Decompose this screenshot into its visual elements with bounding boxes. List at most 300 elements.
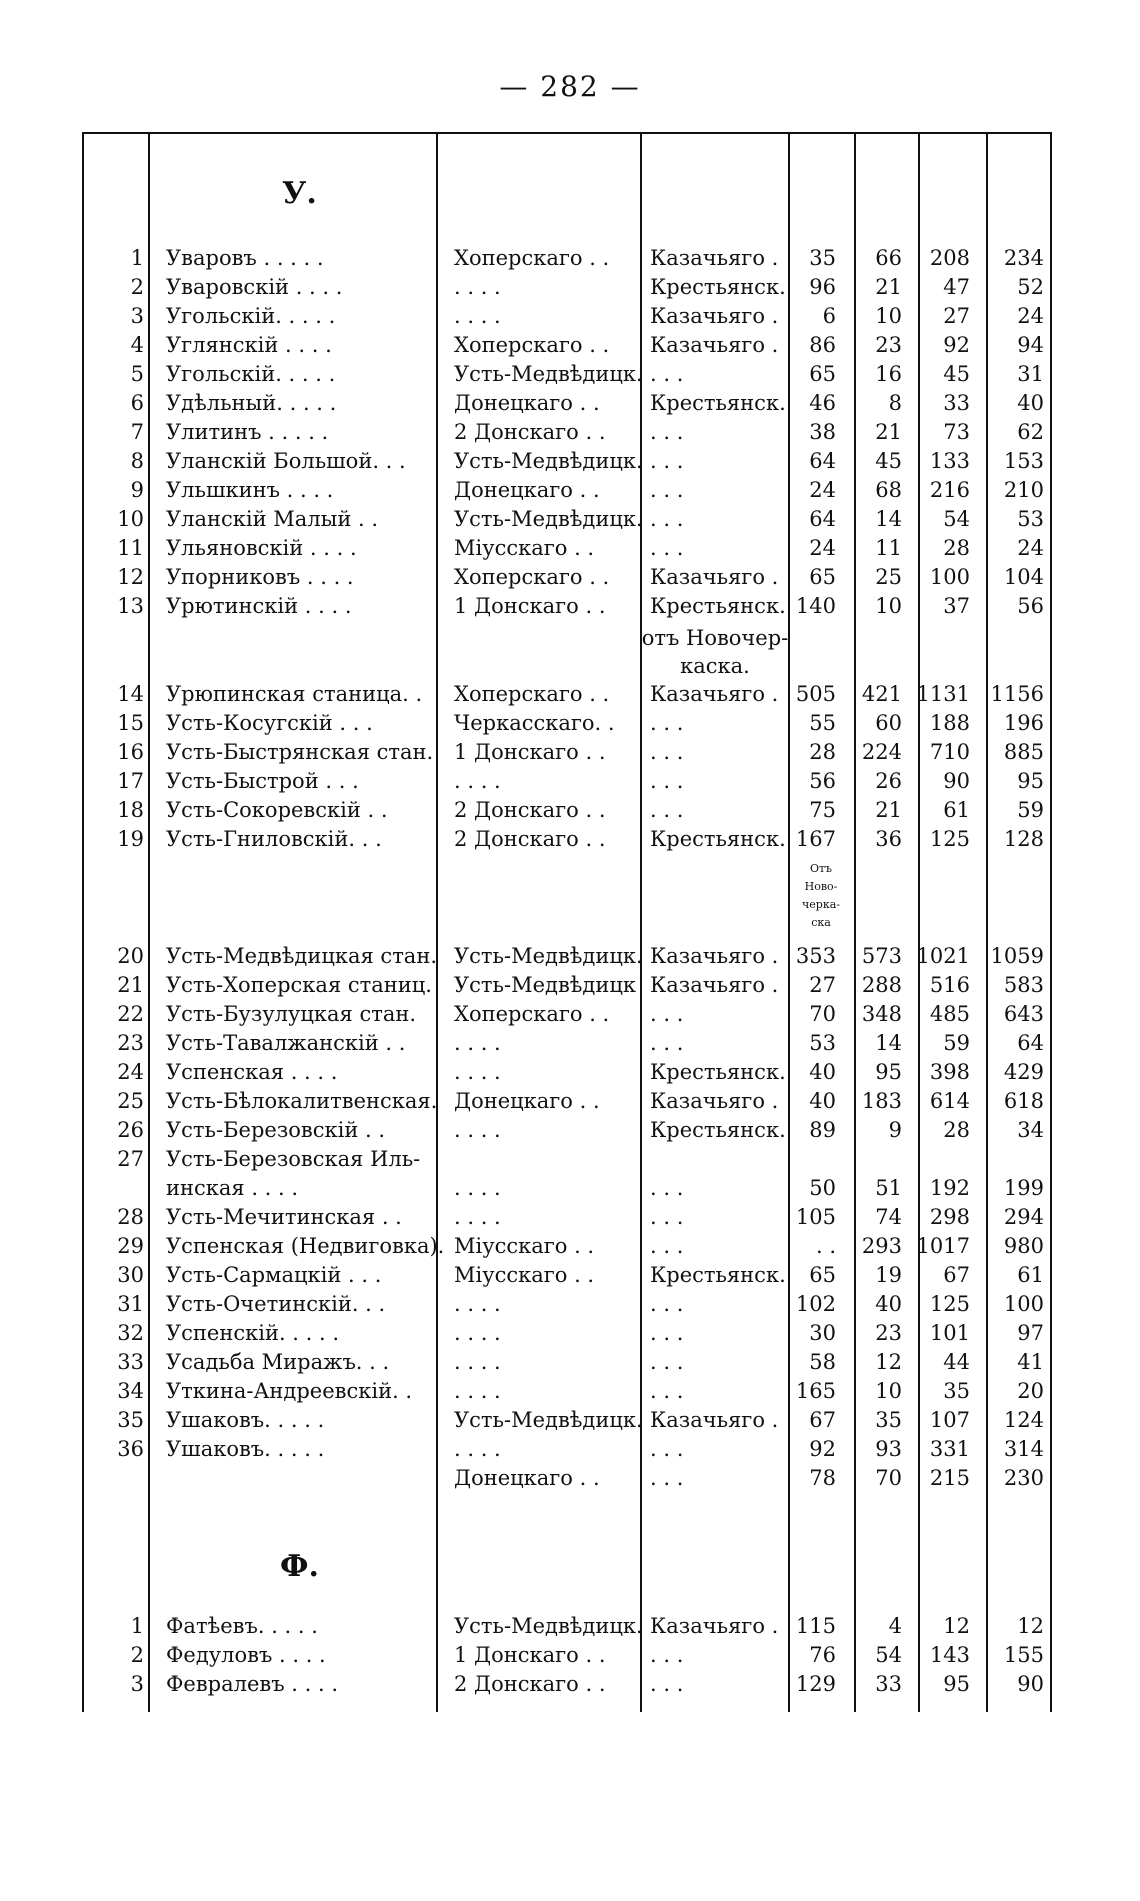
- table-row: [82, 1174, 1052, 1203]
- table-row: [82, 942, 1052, 971]
- table-row: [82, 738, 1052, 767]
- settlement-type-cell: . . .: [650, 769, 684, 793]
- place-name-cell: Ушаковъ. . . . .: [166, 1437, 325, 1461]
- okrug-cell: Хоперскаго . .: [454, 682, 610, 706]
- households-cell: 33: [875, 1672, 902, 1696]
- place-name-cell: Углянскій . . . .: [166, 333, 332, 357]
- settlement-type-cell: Крестьянск.: [650, 827, 786, 851]
- households-cell: 93: [875, 1437, 902, 1461]
- male-count-cell: 90: [943, 769, 970, 793]
- row-number-cell: 34: [117, 1379, 144, 1403]
- male-count-cell: 47: [943, 275, 970, 299]
- female-count-cell: 24: [1017, 536, 1044, 560]
- row-number-cell: 31: [117, 1292, 144, 1316]
- table-row: [82, 360, 1052, 389]
- place-name-cell: Уткина-Андреевскій. .: [166, 1379, 413, 1403]
- place-name-cell: Усть-Мечитинская . .: [166, 1205, 402, 1229]
- distance-cell: 505: [795, 682, 836, 706]
- table-row: [82, 1641, 1052, 1670]
- row-number-cell: 9: [130, 478, 144, 502]
- distance-cell: 165: [795, 1379, 836, 1403]
- place-name-cell: Усть-Сармацкій . . .: [166, 1263, 382, 1287]
- okrug-cell: Усть-Медвѣдицк.: [454, 1408, 643, 1432]
- female-count-cell: 62: [1017, 420, 1044, 444]
- male-count-cell: 188: [929, 711, 970, 735]
- place-name-cell: Угольскій. . . . .: [166, 304, 336, 328]
- female-count-cell: 59: [1017, 798, 1044, 822]
- households-cell: 45: [875, 449, 902, 473]
- okrug-cell: . . . .: [454, 769, 501, 793]
- row-number-cell: 17: [117, 769, 144, 793]
- female-count-cell: 234: [1003, 246, 1044, 270]
- settlement-type-cell: . . .: [650, 420, 684, 444]
- distance-cell: 115: [795, 1614, 836, 1638]
- place-name-cell: Усть-Медвѣдицкая стан.: [166, 944, 438, 968]
- settlement-type-cell: Казачьяго .: [650, 1408, 779, 1432]
- okrug-cell: Донецкаго . .: [454, 1466, 600, 1490]
- row-number-cell: 5: [130, 362, 144, 386]
- female-count-cell: 104: [1003, 565, 1044, 589]
- households-cell: 183: [861, 1089, 902, 1113]
- distance-cell: 55: [809, 711, 836, 735]
- male-count-cell: 73: [943, 420, 970, 444]
- place-name-cell: Упорниковъ . . . .: [166, 565, 354, 589]
- households-cell: 21: [875, 798, 902, 822]
- okrug-cell: Донецкаго . .: [454, 478, 600, 502]
- male-count-cell: 398: [929, 1060, 970, 1084]
- households-cell: 10: [875, 304, 902, 328]
- distance-cell: 28: [809, 740, 836, 764]
- table-row: [82, 302, 1052, 331]
- female-count-cell: 95: [1017, 769, 1044, 793]
- row-number-cell: 22: [117, 1002, 144, 1026]
- table-row: [82, 1087, 1052, 1116]
- female-count-cell: 100: [1003, 1292, 1044, 1316]
- male-count-cell: 54: [943, 507, 970, 531]
- okrug-cell: . . . .: [454, 1292, 501, 1316]
- okrug-cell: . . . .: [454, 304, 501, 328]
- settlement-type-cell: Крестьянск.: [650, 1263, 786, 1287]
- households-cell: 36: [875, 827, 902, 851]
- households-cell: 19: [875, 1263, 902, 1287]
- male-count-cell: 1017: [916, 1234, 970, 1258]
- female-count-cell: 196: [1003, 711, 1044, 735]
- settlement-type-cell: . . .: [650, 1176, 684, 1200]
- section-letter-u: У.: [282, 176, 317, 211]
- okrug-cell: Міусскаго . .: [454, 1234, 595, 1258]
- place-name-cell: Урютинскій . . . .: [166, 594, 352, 618]
- okrug-cell: Усть-Медвѣдицк.: [454, 449, 643, 473]
- distance-cell: . .: [815, 1234, 836, 1258]
- okrug-cell: Усть-Медвѣдицк.: [454, 944, 643, 968]
- table-row: [82, 1348, 1052, 1377]
- male-count-cell: 44: [943, 1350, 970, 1374]
- settlement-type-cell: Крестьянск.: [650, 1118, 786, 1142]
- place-name-cell: инская . . . .: [166, 1176, 299, 1200]
- households-cell: 573: [861, 944, 902, 968]
- households-cell: 21: [875, 275, 902, 299]
- row-number-cell: 27: [117, 1147, 144, 1171]
- male-count-cell: 216: [929, 478, 970, 502]
- page-number: — 282 —: [499, 70, 641, 103]
- settlement-type-cell: Казачьяго .: [650, 304, 779, 328]
- distance-cell: 64: [809, 507, 836, 531]
- okrug-cell: . . . .: [454, 1118, 501, 1142]
- female-count-cell: 294: [1003, 1205, 1044, 1229]
- small-note-line3: черка-: [802, 898, 840, 911]
- row-number-cell: 25: [117, 1089, 144, 1113]
- male-count-cell: 27: [943, 304, 970, 328]
- distance-cell: 27: [809, 973, 836, 997]
- male-count-cell: 95: [943, 1672, 970, 1696]
- table-row: [82, 709, 1052, 738]
- male-count-cell: 28: [943, 536, 970, 560]
- households-cell: 66: [875, 246, 902, 270]
- settlement-type-cell: Казачьяго .: [650, 333, 779, 357]
- okrug-cell: 1 Донскаго . .: [454, 740, 606, 764]
- settlement-type-cell: Казачьяго .: [650, 246, 779, 270]
- table-row: [82, 1000, 1052, 1029]
- table-row: [82, 592, 1052, 621]
- distance-note-line1: отъ Новочер-: [641, 626, 789, 650]
- female-count-cell: 980: [1003, 1234, 1044, 1258]
- male-count-cell: 59: [943, 1031, 970, 1055]
- female-count-cell: 31: [1017, 362, 1044, 386]
- female-count-cell: 24: [1017, 304, 1044, 328]
- households-cell: 224: [861, 740, 902, 764]
- households-cell: 70: [875, 1466, 902, 1490]
- distance-cell: 70: [809, 1002, 836, 1026]
- distance-cell: 96: [809, 275, 836, 299]
- table-row: [82, 1290, 1052, 1319]
- settlement-type-cell: . . .: [650, 740, 684, 764]
- settlement-type-cell: . . .: [650, 1321, 684, 1345]
- okrug-cell: Хоперскаго . .: [454, 246, 610, 270]
- okrug-cell: 1 Донскаго . .: [454, 594, 606, 618]
- male-count-cell: 100: [929, 565, 970, 589]
- row-number-cell: 3: [130, 304, 144, 328]
- okrug-cell: . . . .: [454, 1176, 501, 1200]
- table-row: [82, 505, 1052, 534]
- female-count-cell: 61: [1017, 1263, 1044, 1287]
- households-cell: 11: [875, 536, 902, 560]
- row-number-cell: 36: [117, 1437, 144, 1461]
- okrug-cell: Міусскаго . .: [454, 536, 595, 560]
- households-cell: 348: [861, 1002, 902, 1026]
- settlement-type-cell: . . .: [650, 507, 684, 531]
- row-number-cell: 32: [117, 1321, 144, 1345]
- small-note-line1: Отъ: [809, 862, 833, 875]
- row-number-cell: 10: [117, 507, 144, 531]
- households-cell: 16: [875, 362, 902, 386]
- distance-cell: 65: [809, 1263, 836, 1287]
- place-name-cell: Успенская (Недвиговка).: [166, 1234, 445, 1258]
- households-cell: 23: [875, 1321, 902, 1345]
- households-cell: 10: [875, 1379, 902, 1403]
- female-count-cell: 210: [1003, 478, 1044, 502]
- male-count-cell: 67: [943, 1263, 970, 1287]
- male-count-cell: 1131: [916, 682, 970, 706]
- distance-cell: 50: [809, 1176, 836, 1200]
- place-name-cell: Усть-Тавалжанскій . .: [166, 1031, 406, 1055]
- distance-cell: 65: [809, 362, 836, 386]
- place-name-cell: Уваровскій . . . .: [166, 275, 343, 299]
- table-row: [82, 331, 1052, 360]
- male-count-cell: 215: [929, 1466, 970, 1490]
- okrug-cell: Хоперскаго . .: [454, 333, 610, 357]
- table-row: [82, 389, 1052, 418]
- settlement-type-cell: . . .: [650, 1379, 684, 1403]
- table-row: [82, 1203, 1052, 1232]
- settlement-type-cell: Казачьяго .: [650, 682, 779, 706]
- female-count-cell: 429: [1003, 1060, 1044, 1084]
- row-number-cell: 35: [117, 1408, 144, 1432]
- female-count-cell: 12: [1017, 1614, 1044, 1638]
- place-name-cell: Усть-Бѣлокалитвенская.: [166, 1089, 438, 1113]
- row-number-cell: 30: [117, 1263, 144, 1287]
- row-number-cell: 23: [117, 1031, 144, 1055]
- place-name-cell: Усть-Косугскій . . .: [166, 711, 373, 735]
- row-number-cell: 26: [117, 1118, 144, 1142]
- distance-cell: 46: [809, 391, 836, 415]
- place-name-cell: Ульшкинъ . . . .: [166, 478, 334, 502]
- distance-cell: 56: [809, 769, 836, 793]
- table-row: [82, 1261, 1052, 1290]
- table-row: [82, 273, 1052, 302]
- male-count-cell: 107: [929, 1408, 970, 1432]
- settlement-type-cell: Казачьяго .: [650, 973, 779, 997]
- place-name-cell: Усть-Очетинскій. . .: [166, 1292, 386, 1316]
- okrug-cell: . . . .: [454, 1205, 501, 1229]
- place-name-cell: Усть-Березовскій . .: [166, 1118, 386, 1142]
- settlement-type-cell: Крестьянск.: [650, 1060, 786, 1084]
- male-count-cell: 37: [943, 594, 970, 618]
- okrug-cell: Черкасскаго. .: [454, 711, 615, 735]
- households-cell: 12: [875, 1350, 902, 1374]
- households-cell: 293: [861, 1234, 902, 1258]
- table-row: [82, 1377, 1052, 1406]
- row-number-cell: 4: [130, 333, 144, 357]
- settlement-type-cell: Казачьяго .: [650, 565, 779, 589]
- female-count-cell: 53: [1017, 507, 1044, 531]
- small-note-line2: Ново-: [804, 880, 838, 893]
- male-count-cell: 192: [929, 1176, 970, 1200]
- settlement-type-cell: Казачьяго .: [650, 1089, 779, 1113]
- table-row: [82, 1319, 1052, 1348]
- table-row: [82, 563, 1052, 592]
- table-row: [82, 1464, 1052, 1493]
- okrug-cell: Усть-Медвѣдицк.: [454, 1614, 643, 1638]
- female-count-cell: 41: [1017, 1350, 1044, 1374]
- settlement-type-cell: . . .: [650, 1234, 684, 1258]
- female-count-cell: 52: [1017, 275, 1044, 299]
- table-row: [82, 1058, 1052, 1087]
- settlement-type-cell: . . .: [650, 798, 684, 822]
- distance-cell: 89: [809, 1118, 836, 1142]
- row-number-cell: 3: [130, 1672, 144, 1696]
- place-name-cell: Урюпинская станица. .: [166, 682, 423, 706]
- table-row: [82, 825, 1052, 854]
- row-number-cell: 19: [117, 827, 144, 851]
- place-name-cell: Ульяновскій . . . .: [166, 536, 357, 560]
- female-count-cell: 643: [1003, 1002, 1044, 1026]
- row-number-cell: 33: [117, 1350, 144, 1374]
- distance-cell: 105: [795, 1205, 836, 1229]
- place-name-cell: Успенскій. . . . .: [166, 1321, 340, 1345]
- place-name-cell: Февралевъ . . . .: [166, 1672, 338, 1696]
- table-top-rule: [82, 132, 1052, 134]
- distance-cell: 75: [809, 798, 836, 822]
- distance-cell: 64: [809, 449, 836, 473]
- female-count-cell: 314: [1003, 1437, 1044, 1461]
- female-count-cell: 230: [1003, 1466, 1044, 1490]
- male-count-cell: 92: [943, 333, 970, 357]
- male-count-cell: 331: [929, 1437, 970, 1461]
- row-number-cell: 21: [117, 973, 144, 997]
- male-count-cell: 35: [943, 1379, 970, 1403]
- okrug-cell: 2 Донскаго . .: [454, 798, 606, 822]
- place-name-cell: Усть-Сокоревскій . .: [166, 798, 388, 822]
- row-number-cell: 12: [117, 565, 144, 589]
- place-name-cell: Усть-Быстрянская стан.: [166, 740, 434, 764]
- settlement-type-cell: . . .: [650, 449, 684, 473]
- households-cell: 54: [875, 1643, 902, 1667]
- households-cell: 95: [875, 1060, 902, 1084]
- households-cell: 25: [875, 565, 902, 589]
- distance-cell: 92: [809, 1437, 836, 1461]
- table-row: [82, 1116, 1052, 1145]
- row-number-cell: 16: [117, 740, 144, 764]
- distance-cell: 40: [809, 1060, 836, 1084]
- female-count-cell: 124: [1003, 1408, 1044, 1432]
- settlement-type-cell: . . .: [650, 1672, 684, 1696]
- place-name-cell: Угольскій. . . . .: [166, 362, 336, 386]
- settlement-type-cell: . . .: [650, 1205, 684, 1229]
- section-letter-f: Ф.: [280, 1549, 319, 1584]
- okrug-cell: Міусскаго . .: [454, 1263, 595, 1287]
- small-note-line4: ска: [811, 916, 831, 929]
- okrug-cell: Хоперскаго . .: [454, 565, 610, 589]
- settlement-type-cell: Казачьяго .: [650, 1614, 779, 1638]
- male-count-cell: 45: [943, 362, 970, 386]
- okrug-cell: . . . .: [454, 1379, 501, 1403]
- row-number-cell: 6: [130, 391, 144, 415]
- female-count-cell: 97: [1017, 1321, 1044, 1345]
- okrug-cell: Хоперскаго . .: [454, 1002, 610, 1026]
- households-cell: 23: [875, 333, 902, 357]
- male-count-cell: 516: [929, 973, 970, 997]
- female-count-cell: 1059: [990, 944, 1044, 968]
- female-count-cell: 885: [1003, 740, 1044, 764]
- male-count-cell: 28: [943, 1118, 970, 1142]
- distance-cell: 24: [809, 536, 836, 560]
- male-count-cell: 485: [929, 1002, 970, 1026]
- male-count-cell: 61: [943, 798, 970, 822]
- okrug-cell: 1 Донскаго . .: [454, 1643, 606, 1667]
- female-count-cell: 34: [1017, 1118, 1044, 1142]
- female-count-cell: 40: [1017, 391, 1044, 415]
- row-number-cell: 11: [117, 536, 144, 560]
- male-count-cell: 298: [929, 1205, 970, 1229]
- settlement-type-cell: Казачьяго .: [650, 944, 779, 968]
- male-count-cell: 33: [943, 391, 970, 415]
- okrug-cell: 2 Донскаго . .: [454, 1672, 606, 1696]
- households-cell: 35: [875, 1408, 902, 1432]
- settlement-type-cell: . . .: [650, 1466, 684, 1490]
- table-row: [82, 244, 1052, 273]
- households-cell: 14: [875, 1031, 902, 1055]
- place-name-cell: Усадьба Миражъ. . .: [166, 1350, 390, 1374]
- households-cell: 10: [875, 594, 902, 618]
- okrug-cell: . . . .: [454, 275, 501, 299]
- distance-cell: 129: [795, 1672, 836, 1696]
- table-row: [82, 1670, 1052, 1699]
- place-name-cell: Усть-Хоперская станиц.: [166, 973, 432, 997]
- settlement-type-cell: . . .: [650, 536, 684, 560]
- place-name-cell: Усть-Бузулуцкая стан.: [166, 1002, 417, 1026]
- place-name-cell: Усть-Быстрой . . .: [166, 769, 359, 793]
- female-count-cell: 128: [1003, 827, 1044, 851]
- okrug-cell: . . . .: [454, 1321, 501, 1345]
- households-cell: 421: [861, 682, 902, 706]
- distance-cell: 6: [822, 304, 836, 328]
- row-number-cell: 24: [117, 1060, 144, 1084]
- female-count-cell: 583: [1003, 973, 1044, 997]
- okrug-cell: 2 Донскаго . .: [454, 827, 606, 851]
- table-row: [82, 767, 1052, 796]
- settlement-type-cell: . . .: [650, 362, 684, 386]
- female-count-cell: 64: [1017, 1031, 1044, 1055]
- male-count-cell: 208: [929, 246, 970, 270]
- table-row: [82, 971, 1052, 1000]
- place-name-cell: Усть-Гниловскій. . .: [166, 827, 382, 851]
- table-row: [82, 1435, 1052, 1464]
- households-cell: 51: [875, 1176, 902, 1200]
- row-number-cell: 29: [117, 1234, 144, 1258]
- female-count-cell: 618: [1003, 1089, 1044, 1113]
- male-count-cell: 614: [929, 1089, 970, 1113]
- female-count-cell: 1156: [990, 682, 1044, 706]
- row-number-cell: 28: [117, 1205, 144, 1229]
- distance-cell: 86: [809, 333, 836, 357]
- place-name-cell: Уланскій Большой. . .: [166, 449, 406, 473]
- households-cell: 26: [875, 769, 902, 793]
- place-name-cell: Усть-Березовская Иль-: [166, 1147, 421, 1171]
- distance-cell: 67: [809, 1408, 836, 1432]
- male-count-cell: 101: [929, 1321, 970, 1345]
- okrug-cell: . . . .: [454, 1350, 501, 1374]
- distance-cell: 38: [809, 420, 836, 444]
- place-name-cell: Удѣльный. . . . .: [166, 391, 337, 415]
- households-cell: 14: [875, 507, 902, 531]
- table-row: [82, 1612, 1052, 1641]
- row-number-cell: 8: [130, 449, 144, 473]
- settlement-type-cell: . . .: [650, 1002, 684, 1026]
- table-row: [82, 476, 1052, 505]
- table-row: [82, 1029, 1052, 1058]
- row-number-cell: 1: [130, 1614, 144, 1638]
- settlement-type-cell: . . .: [650, 711, 684, 735]
- female-count-cell: 94: [1017, 333, 1044, 357]
- okrug-cell: . . . .: [454, 1060, 501, 1084]
- settlement-type-cell: . . .: [650, 478, 684, 502]
- row-number-cell: 2: [130, 275, 144, 299]
- male-count-cell: 125: [929, 827, 970, 851]
- table-row: [82, 680, 1052, 709]
- settlement-type-cell: . . .: [650, 1292, 684, 1316]
- households-cell: 68: [875, 478, 902, 502]
- settlement-type-cell: Крестьянск.: [650, 594, 786, 618]
